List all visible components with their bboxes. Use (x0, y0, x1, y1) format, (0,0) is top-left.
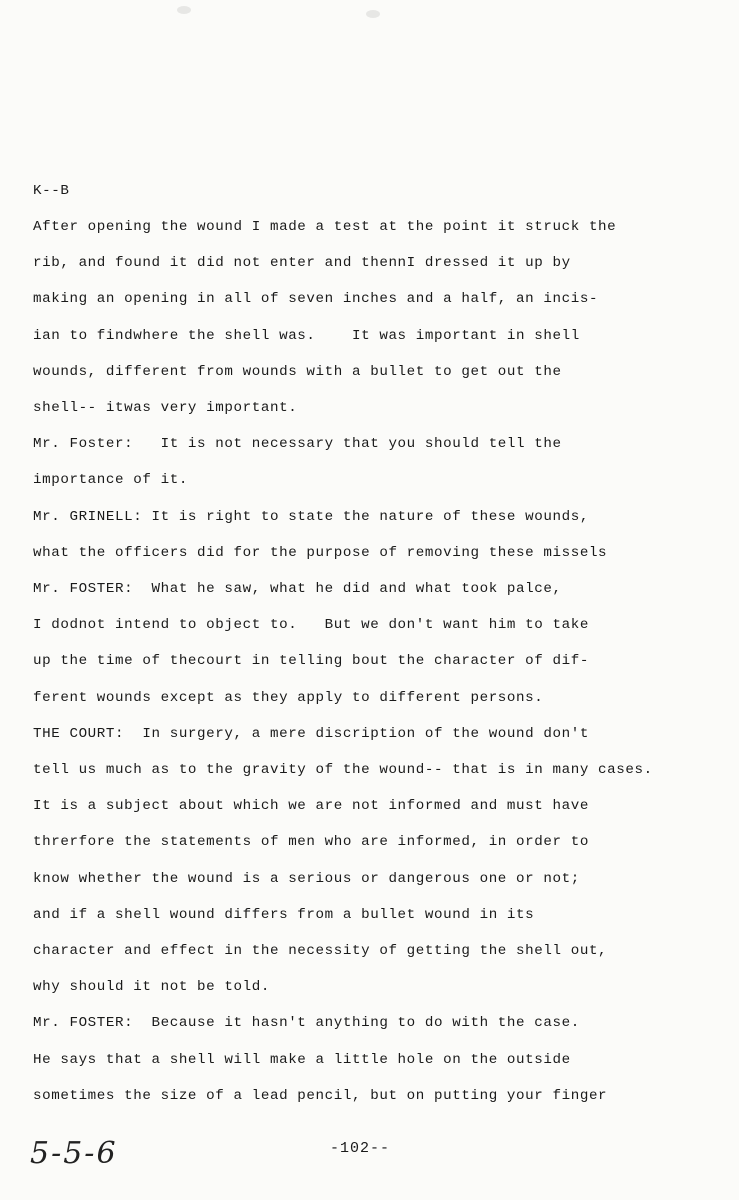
scan-smudge (366, 10, 380, 18)
text-line: THE COURT: In surgery, a mere discription of the wound don't (33, 725, 589, 742)
text-line: up the time of thecourt in telling bout the character of dif- (33, 653, 589, 670)
text-line: ferent wounds except as they apply to different persons. (33, 689, 544, 706)
text-line: making an opening in all of seven inches and a half, an incis- (33, 291, 599, 308)
text-line: I dodnot intend to object to. But we don't want him to take (33, 617, 589, 634)
text-line: It is a subject about which we are not informed and must have (33, 798, 589, 815)
text-line: what the officers did for the purpose of removing these missels (33, 544, 608, 561)
text-line: After opening the wound I made a test at the point it struck the (33, 219, 617, 235)
text-line: rib, and found it did not enter and thennI dressed it up by (33, 255, 571, 272)
scan-smudge (177, 6, 191, 14)
text-line: ian to findwhere the shell was. It was important in shell (33, 327, 580, 344)
text-line: Mr. Foster: It is not necessary that you should tell the (33, 436, 562, 453)
text-line: shell-- itwas very important. (33, 400, 298, 416)
text-line: and if a shell wound differs from a bullet wound in its (33, 906, 535, 923)
text-line: Mr. FOSTER: Because it hasn't anything to do with the case. (33, 1015, 580, 1032)
text-line: importance of it. (33, 472, 188, 489)
text-line: Mr. FOSTER: What he saw, what he did and what took palce, (33, 581, 562, 597)
section-header: K--B (33, 183, 70, 199)
page-number: -102-- (330, 1140, 391, 1157)
text-line: character and effect in the necessity of getting the shell out, (33, 943, 608, 959)
text-line: sometimes the size of a lead pencil, but on putting your finger (33, 1087, 608, 1104)
text-line: why should it not be told. (33, 979, 270, 996)
text-line: He says that a shell will make a little hole on the outside (33, 1051, 571, 1068)
handwritten-page-number: 5-5-6 (30, 1136, 118, 1171)
text-line: tell us much as to the gravity of the wound-- that is in many cases. (33, 762, 653, 778)
text-line: threrfore the statements of men who are informed, in order to (33, 834, 589, 851)
text-line: know whether the wound is a serious or dangerous one or not; (33, 870, 580, 887)
text-line: Mr. GRINELL: It is right to state the nature of these wounds, (33, 508, 589, 525)
text-line: wounds, different from wounds with a bullet to get out the (33, 363, 562, 380)
